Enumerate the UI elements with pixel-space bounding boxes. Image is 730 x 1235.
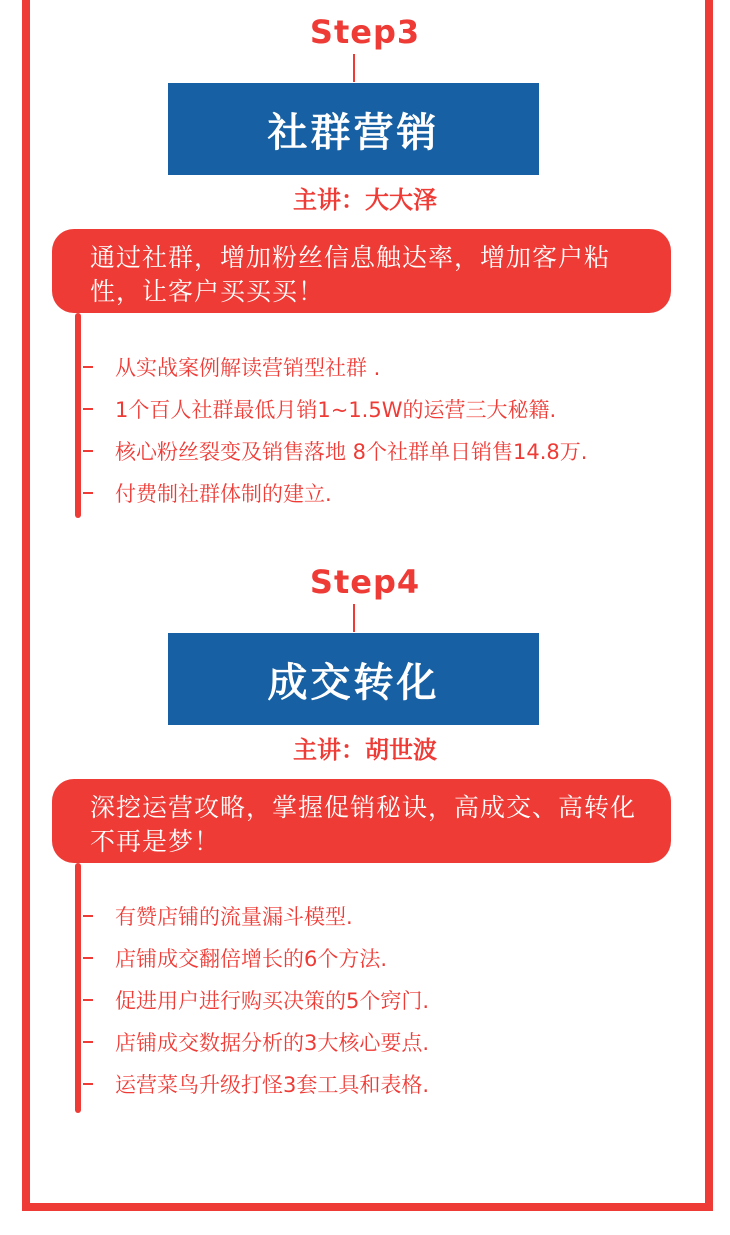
list-item bbox=[83, 430, 693, 472]
list-item-text: 核心粉丝裂变及销售落地 8个社群单日销售14.8万. bbox=[115, 440, 588, 464]
dash-icon bbox=[83, 1083, 93, 1085]
speaker-label: 主讲：胡世波 bbox=[293, 736, 437, 764]
dash-icon bbox=[83, 366, 93, 368]
bullet-timeline bbox=[75, 863, 81, 1113]
dash-icon bbox=[83, 957, 93, 959]
list-item-text: 店铺成交数据分析的3大核心要点. bbox=[115, 1031, 430, 1055]
list-item-text: 促进用户进行购买决策的5个窍门. bbox=[115, 989, 430, 1013]
dash-icon bbox=[83, 999, 93, 1001]
list-item bbox=[83, 979, 693, 1021]
dash-icon bbox=[83, 492, 93, 494]
list-item-text: 从实战案例解读营销型社群 . bbox=[115, 356, 381, 380]
section-title: 成交转化 bbox=[168, 633, 539, 725]
dash-icon bbox=[83, 408, 93, 410]
dash-icon bbox=[83, 450, 93, 452]
dash-icon bbox=[83, 1041, 93, 1043]
step-label: Step4 bbox=[309, 563, 421, 601]
list-item-text: 付费制社群体制的建立. bbox=[115, 482, 332, 506]
list-item bbox=[83, 895, 693, 937]
bullet-timeline bbox=[75, 313, 81, 518]
step-connector bbox=[353, 54, 355, 82]
bullet-list bbox=[83, 895, 693, 1105]
list-item-text: 1个百人社群最低月销1~1.5W的运营三大秘籍. bbox=[115, 398, 557, 422]
bullet-list bbox=[83, 346, 693, 514]
step-label: Step3 bbox=[309, 13, 421, 51]
list-item bbox=[83, 937, 693, 979]
list-item-text: 运营菜鸟升级打怪3套工具和表格. bbox=[115, 1073, 430, 1097]
list-item-text: 有赞店铺的流量漏斗模型. bbox=[115, 905, 353, 929]
list-item bbox=[83, 388, 693, 430]
speaker-label: 主讲：大大泽 bbox=[293, 186, 437, 214]
list-item bbox=[83, 1021, 693, 1063]
list-item-text: 店铺成交翻倍增长的6个方法. bbox=[115, 947, 388, 971]
list-item bbox=[83, 1063, 693, 1105]
intro-banner: 通过社群，增加粉丝信息触达率，增加客户粘性，让客户买买买！ bbox=[52, 229, 671, 313]
list-item bbox=[83, 472, 693, 514]
list-item bbox=[83, 346, 693, 388]
section-title: 社群营销 bbox=[168, 83, 539, 175]
step-connector bbox=[353, 604, 355, 632]
intro-banner: 深挖运营攻略，掌握促销秘诀，高成交、高转化不再是梦！ bbox=[52, 779, 671, 863]
dash-icon bbox=[83, 915, 93, 917]
